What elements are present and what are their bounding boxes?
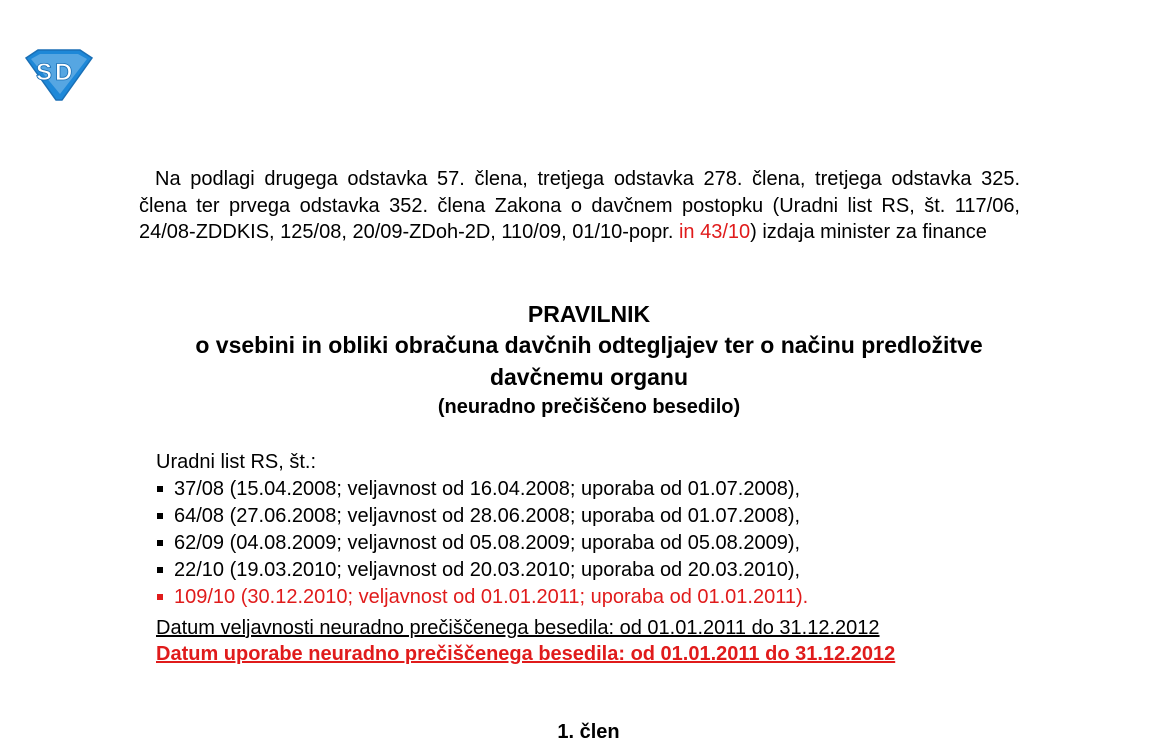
legal-basis-issuer: ) izdaja minister za finance	[750, 221, 987, 244]
official-gazette-list	[156, 449, 808, 611]
bullet-icon	[157, 486, 163, 492]
gazette-item: 62/09 (04.08.2009; veljavnost od 05.08.2009; uporaba od 05.08.2009),	[156, 530, 808, 557]
application-date: Datum uporabe neuradno prečiščenega besedila: od 01.01.2011 do 31.12.2012	[156, 643, 896, 665]
bullet-icon	[157, 567, 163, 573]
svg-text:D: D	[55, 59, 73, 86]
bullet-icon	[157, 540, 163, 546]
sd-logo	[22, 48, 96, 104]
sd-shield-icon	[22, 48, 96, 104]
legal-basis-paragraph	[139, 166, 1020, 246]
validity-dates	[156, 615, 895, 667]
legal-basis-text: Na podlagi drugega odstavka 57. člena, tretjega odstavka 278. člena, tretjega odstavka 325. člena ter prvega odstavka 352. člena Zakona o davčnem postopku (Uradni list RS, št. 117/06, 24/08-ZDDKIS, 125/08, 20/09-ZDoh-2D, 110/09, 01/10-popr.	[139, 168, 1020, 244]
consolidated-note: (neuradno prečiščeno besedilo)	[437, 396, 741, 418]
gazette-item-highlighted: 109/10 (30.12.2010; veljavnost od 01.01.2011; uporaba od 01.01.2011).	[156, 584, 808, 611]
gazette-label: Uradni list RS, št.:	[156, 451, 317, 473]
document-subtitle: o vsebini in obliki obračuna davčnih odtegljajev ter o načinu predložitve davčnemu organu	[195, 332, 983, 390]
svg-text:S: S	[36, 59, 53, 86]
gazette-item: 64/08 (27.06.2008; veljavnost od 28.06.2008; uporaba od 01.07.2008),	[156, 503, 808, 530]
gazette-item: 22/10 (19.03.2010; veljavnost od 20.03.2010; uporaba od 20.03.2010),	[156, 557, 808, 584]
document-title-block	[139, 300, 1039, 421]
document-title: PRAVILNIK	[527, 301, 651, 327]
gazette-item: 37/08 (15.04.2008; veljavnost od 16.04.2008; uporaba od 01.07.2008),	[156, 476, 808, 503]
bullet-icon	[157, 594, 163, 600]
validity-date: Datum veljavnosti neuradno prečiščenega besedila: od 01.01.2011 do 31.12.2012	[156, 617, 880, 639]
amendment-reference: in 43/10	[678, 221, 751, 244]
gazette-items	[156, 476, 808, 611]
bullet-icon	[157, 513, 163, 519]
article-heading: 1. člen	[557, 721, 620, 743]
